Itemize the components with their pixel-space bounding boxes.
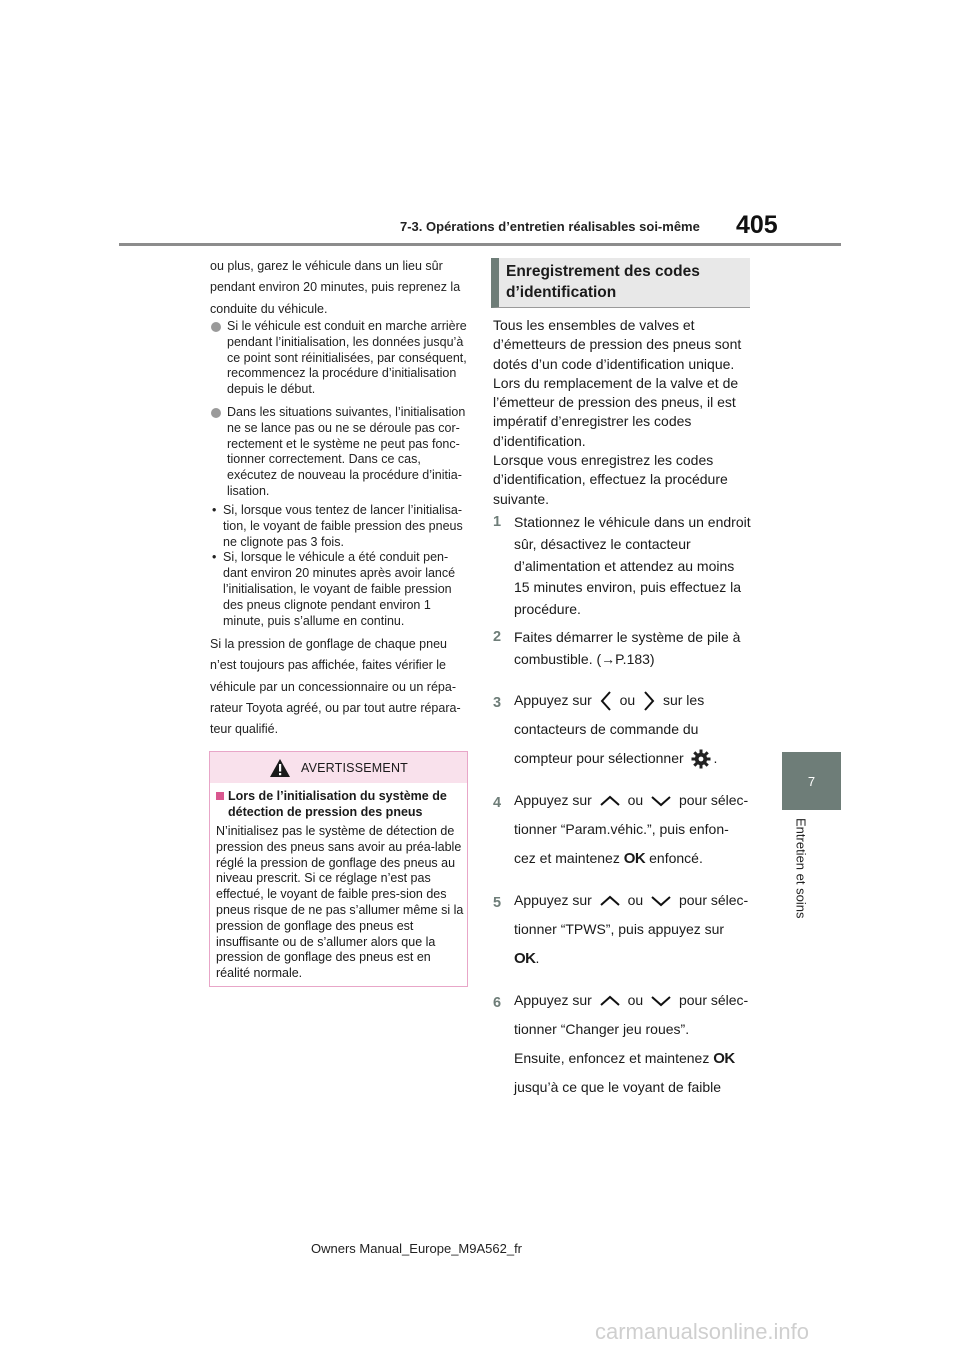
step-text: Stationnez le véhicule dans un endroit sûr, désactivez le contacteur d’alimentation et attendez au moins 15 minutes environ, puis effectuez la procédure. [514,514,751,618]
chevron-down-icon [650,794,672,808]
ok-button-icon: OK [514,950,536,967]
step-number: 6 [493,995,502,1011]
watermark: carmanualsonline.info [595,1319,810,1344]
step-text: tionner “TPWS”, puis appuyez sur [514,921,725,937]
step-text: pour sélec- [678,892,749,908]
section-heading: Enregistrement des codes d’identification [491,258,750,308]
step-text: pour sélec- [678,792,749,808]
bullet-dot-icon [211,322,221,332]
warning-triangle-icon [269,758,291,778]
step-item [493,786,753,873]
step-number: 4 [493,795,502,811]
step-text: Appuyez sur [514,792,592,808]
section-header-title: 7-3. Opérations d’entretien réalisables soi-même [400,219,700,234]
bullet-text: Dans les situations suivantes, l’initialisation ne se lance pas ou ne se déroule pas cor-rectement et le système ne peut pas fonc-tionner correctement. Dans ce cas, exécutez de nouveau la procédure d’initia-lisation. [227,405,466,498]
step-text: tionner “Changer jeu roues”. [514,1021,690,1037]
ok-button-icon: OK [713,1050,735,1067]
step-number: 2 [493,629,502,645]
step-text: ou [627,792,644,808]
step-text: Appuyez sur [514,692,592,708]
chevron-left-icon [599,690,613,712]
step-text: sur les [662,692,705,708]
chapter-label: Entretien et soins [793,818,809,919]
step-text: jusqu’à ce que le voyant de faible [514,1079,722,1095]
step-text: ou [627,892,644,908]
section-intro-text: Lorsque vous enregistrez les codes d’identification, effectuez la procédure suivante. [493,452,728,507]
step-text: cez et maintenez [514,850,620,866]
warning-box [209,751,468,987]
step-item [493,986,753,1102]
step-text: Appuyez sur [514,992,592,1008]
step-text: . [535,950,540,966]
step-text: Faites démarrer le système de pile à combustible. (→P.183) [514,629,741,667]
sub-list-item: • Si, lorsque vous tentez de lancer l’initialisa-tion, le voyant de faible pression des pneus ne clignote pas 3 fois. [212,503,472,550]
step-item [493,686,753,773]
bullet-item [210,319,472,398]
step-text: Appuyez sur [514,892,592,908]
footer-text: Owners Manual_Europe_M9A562_fr [311,1241,523,1256]
step-item [493,886,753,973]
step-text: Ensuite, enfoncez et maintenez [514,1050,710,1066]
chapter-tab[interactable] [782,752,841,810]
intro-paragraph: ou plus, garez le véhicule dans un lieu sûr pendant environ 20 minutes, puis reprenez la conduite du véhicule. [210,259,461,316]
warning-title: AVERTISSEMENT [300,760,409,775]
warning-subheading [216,789,461,821]
bullet-text: Si le véhicule est conduit en marche arrière pendant l’initialisation, les données jusqu’à ce point sont réinitialisées, par conséquent, recommencez la procédure d’initialisation depuis le début. [227,319,467,397]
step-number: 3 [493,695,502,711]
square-bullet-icon [216,792,224,800]
step-text: . [713,750,718,766]
step-text: contacteurs de commande du [514,721,699,737]
warning-subheading-text: Lors de l’initialisation du système de détection de pression des pneus [228,789,447,819]
step-number: 1 [493,514,502,530]
step-item [493,627,753,671]
step-text: ou [627,992,644,1008]
step-number: 5 [493,895,502,911]
section-intro [493,316,753,509]
section-intro-text: Tous les ensembles de valves et d’émetteurs de pression des pneus sont dotés d’un code d’identification unique. Lors du remplacement de la valve et de l’émetteur de pression des pneus, il est impératif d’enregistrer les codes d’identification. [493,317,742,449]
chevron-right-icon [642,690,656,712]
header-divider [119,243,841,246]
bullet-item [210,405,472,500]
chevron-up-icon [599,994,621,1008]
chevron-down-icon [650,894,672,908]
step-text: tionner “Param.véhic.”, puis enfon- [514,821,729,837]
step-text: compteur pour sélectionner [514,750,684,766]
warning-body: N’initialisez pas le système de détection de pression des pneus sans avoir au préa-lable réglé la pression de gonflage des pneus au niveau prescrit. Si ce réglage n’est pas effectué, le voyant de faible pres-sion des pneus risque de ne pas s’allumer même si la pression de gonflage des pneus est insuffisante ou de s’allumer alors que la pression de gonflage des pneus est en réalité normale. [216,824,464,981]
chevron-up-icon [599,894,621,908]
step-text: enfoncé. [649,850,703,866]
bullet-dot-icon [211,408,221,418]
warning-header [210,752,467,783]
step-item [493,512,753,621]
ok-button-icon: OK [623,850,646,867]
page-number: 405 [736,211,778,239]
final-paragraph: Si la pression de gonflage de chaque pneu n’est toujours pas affichée, faites vérifier le véhicule par un concessionnaire ou un répa-rateur Toyota agréé, ou par tout autre répara-teur qualifié. [210,637,461,737]
chapter-number: 7 [807,773,816,789]
chevron-down-icon [650,994,672,1008]
sub-list-item: • Si, lorsque le véhicule a été conduit pen-dant environ 20 minutes après avoir lancé l’initialisation, le voyant de faible pression des pneus clignote pendant environ 1 minute, puis s’allume en continu. [212,550,472,629]
sub-list [212,503,472,629]
gear-icon [691,749,711,769]
step-text: ou [619,692,636,708]
chevron-up-icon [599,794,621,808]
step-text: pour sélec- [678,992,749,1008]
